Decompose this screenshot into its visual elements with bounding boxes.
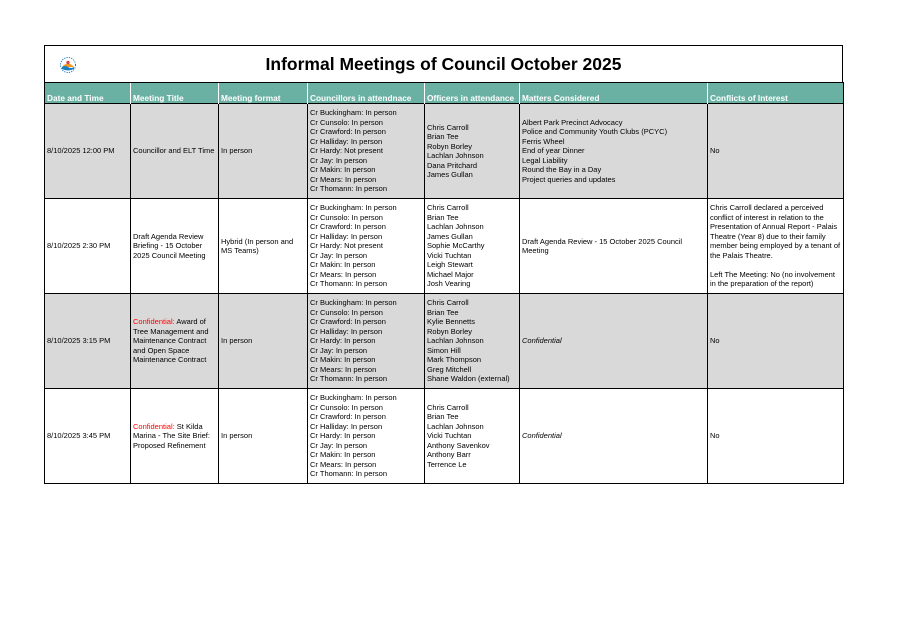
councillor-entry: Cr Crawford: In person [310,412,386,422]
matter-entry: Confidential [522,431,562,441]
matter-entry: End of year Dinner [522,146,585,156]
councillor-entry: Cr Makin: In person [310,355,376,365]
officer-entry: Kylie Bennetts [427,317,475,327]
officer-entry: Robyn Borley [427,141,473,151]
councillors-cell [308,389,425,484]
officer-entry: Chris Carroll [427,122,469,132]
header-conflicts: Conflicts of Interest [708,83,844,104]
matter-entry: Project queries and updates [522,174,616,184]
meeting-title: St Kilda Marina - The Site Brief: Proposed Refinement [133,421,210,450]
officers-cell [425,104,520,199]
councillor-entry: Cr Jay: In person [310,440,368,450]
meeting-format-cell [219,294,308,389]
councillor-entry: Cr Halliday: In person [310,136,383,146]
matters-cell [520,199,708,294]
meeting-title: Award of Tree Management and Maintenance Contract and Open Space Maintenance Contract [133,317,209,365]
councillors-cell [308,104,425,199]
header-councillors: Councillors in attendnace [308,83,425,104]
officer-entry: Mark Thompson [427,355,482,365]
meeting-title-cell [131,294,219,389]
meetings-table [44,82,844,484]
councillor-entry: Cr Halliday: In person [310,421,383,431]
document-sheet [44,45,843,484]
councillor-entry: Cr Cunsolo: In person [310,307,383,317]
matter-entry: Ferris Wheel [522,136,565,146]
councillor-entry: Cr Cunsolo: In person [310,212,383,222]
matters-cell [520,104,708,199]
meeting-format-cell [219,104,308,199]
conflict-entry: Left The Meeting: No (no involvement in the preparation of the report) [710,269,835,289]
officer-entry: Terrence Le [427,459,467,469]
officer-entry: Dana Pritchard [427,160,478,170]
councillor-entry: Cr Buckingham: In person [310,203,397,213]
meeting-title-cell [131,104,219,199]
meeting-title-cell [131,199,219,294]
meeting-date-cell [45,389,131,484]
officer-entry: James Gullan [427,231,473,241]
officer-entry: Lachlan Johnson [427,151,484,160]
officer-entry: Shane Waldon (external) [427,374,510,384]
officer-entry: Anthony Barr [427,450,471,460]
councillor-entry: Cr Buckingham: In person [310,108,397,118]
officer-entry: Chris Carroll [427,402,469,412]
councillor-entry: Cr Hardy: Not present [310,146,383,156]
councillor-entry: Cr Crawford: In person [310,127,386,137]
meeting-date-cell [45,294,131,389]
meeting-format: In person [221,336,253,346]
meeting-title: Draft Agenda Review Briefing - 15 October 2025 Council Meeting [133,231,206,260]
officer-entry: Lachlan Johnson [427,421,484,431]
meeting-format: Hybrid (In person and MS Teams) [221,236,294,255]
officer-entry: James Gullan [427,170,473,179]
meeting-date: 8/10/2025 12:00 PM [47,146,115,156]
councillor-entry: Cr Crawford: In person [310,317,386,327]
officer-entry: Josh Vearing [427,279,471,289]
officers-cell [425,199,520,294]
officer-entry: Sophie McCarthy [427,241,485,251]
matter-entry: Confidential [522,336,562,346]
matters-cell [520,389,708,484]
meeting-format: In person [221,146,253,156]
councillor-entry: Cr Buckingham: In person [310,298,397,308]
meeting-date: 8/10/2025 3:45 PM [47,431,111,441]
councillor-entry: Cr Thomann: In person [310,279,387,289]
header-officers: Officers in attendance [425,83,520,104]
officer-entry: Brian Tee [427,412,459,422]
meeting-date-cell [45,104,131,199]
councillor-entry: Cr Jay: In person [310,345,368,355]
meeting-date: 8/10/2025 3:15 PM [47,336,111,346]
councillor-entry: Cr Mears: In person [310,174,377,184]
officer-entry: Chris Carroll [427,298,469,308]
councillor-entry: Cr Mears: In person [310,459,377,469]
meeting-title: Councillor and ELT Time [133,146,215,156]
matters-cell [520,294,708,389]
conflict-entry: Chris Carroll declared a perceived conflict of interest in relation to the Presentation of Annual Report - Palais Theatre (Year 8) due to their family member being employed by a tenant of the Palais Theatre. [710,203,841,260]
matter-entry: Police and Community Youth Clubs (PCYC) [522,127,668,137]
councillor-entry: Cr Makin: In person [310,260,376,270]
councillor-entry: Cr Hardy: In person [310,336,376,346]
matter-entry: Legal Liability [522,155,568,165]
officer-entry: Vicki Tuchtan [427,250,472,260]
officer-entry: Lachlan Johnson [427,336,484,346]
officer-entry: Vicki Tuchtan [427,431,472,441]
councillor-entry: Cr Cunsolo: In person [310,117,383,127]
officers-cell [425,294,520,389]
councillor-entry: Cr Thomann: In person [310,469,387,479]
councillor-entry: Cr Thomann: In person [310,184,387,194]
officer-entry: Robyn Borley [427,326,473,336]
councillor-entry: Cr Jay: In person [310,155,368,165]
confidential-label: Confidential: [133,421,175,431]
conflict-entry: No [710,146,720,156]
officers-cell [425,389,520,484]
table-row [45,389,844,484]
meeting-title-cell [131,389,219,484]
councillor-entry: Cr Makin: In person [310,165,376,175]
councillor-entry: Cr Halliday: In person [310,326,383,336]
spacer [710,260,841,270]
confidential-label: Confidential: [133,317,175,327]
officer-entry: Greg Mitchell [427,364,472,374]
officer-entry: Lachlan Johnson [427,222,484,232]
councillor-entry: Cr Buckingham: In person [310,393,397,403]
councillor-entry: Cr Crawford: In person [310,222,386,232]
councillor-entry: Cr Hardy: In person [310,431,376,441]
header-matters: Matters Considered [520,83,708,104]
councillors-cell [308,294,425,389]
meeting-format-cell [219,199,308,294]
officer-entry: Simon Hill [427,345,461,355]
councillor-entry: Cr Hardy: Not present [310,241,383,251]
officer-entry: Brian Tee [427,212,459,222]
table-row [45,199,844,294]
councillor-entry: Cr Halliday: In person [310,231,383,241]
officer-entry: Michael Major [427,269,474,279]
councillor-entry: Cr Thomann: In person [310,374,387,384]
officer-entry: Brian Tee [427,132,459,141]
conflicts-cell [708,199,844,294]
councillor-entry: Cr Mears: In person [310,364,377,374]
table-header-row [45,83,844,104]
councillor-entry: Cr Makin: In person [310,450,376,460]
officer-entry: Leigh Stewart [427,260,473,270]
officer-entry: Chris Carroll [427,203,469,213]
table-row [45,104,844,199]
title-row [44,45,843,82]
conflict-entry: No [710,336,720,346]
councillors-cell [308,199,425,294]
header-meeting-format: Meeting format [219,83,308,104]
councillor-entry: Cr Jay: In person [310,250,368,260]
header-date-time: Date and Time [45,83,131,104]
conflicts-cell [708,389,844,484]
conflicts-cell [708,104,844,199]
meeting-date-cell [45,199,131,294]
officer-entry: Anthony Savenkov [427,440,490,450]
meeting-format: In person [221,431,253,441]
header-meeting-title: Meeting Title [131,83,219,104]
page-title: Informal Meetings of Council October 2025 [265,54,622,74]
table-row [45,294,844,389]
councillor-entry: Cr Mears: In person [310,269,377,279]
meeting-format-cell [219,389,308,484]
officer-entry: Brian Tee [427,307,459,317]
councillor-entry: Cr Cunsolo: In person [310,402,383,412]
conflicts-cell [708,294,844,389]
matter-entry: Draft Agenda Review - 15 October 2025 Council Meeting [522,236,683,255]
meeting-date: 8/10/2025 2:30 PM [47,241,111,251]
matter-entry: Albert Park Precinct Advocacy [522,117,623,127]
matter-entry: Round the Bay in a Day [522,165,602,175]
conflict-entry: No [710,431,720,441]
